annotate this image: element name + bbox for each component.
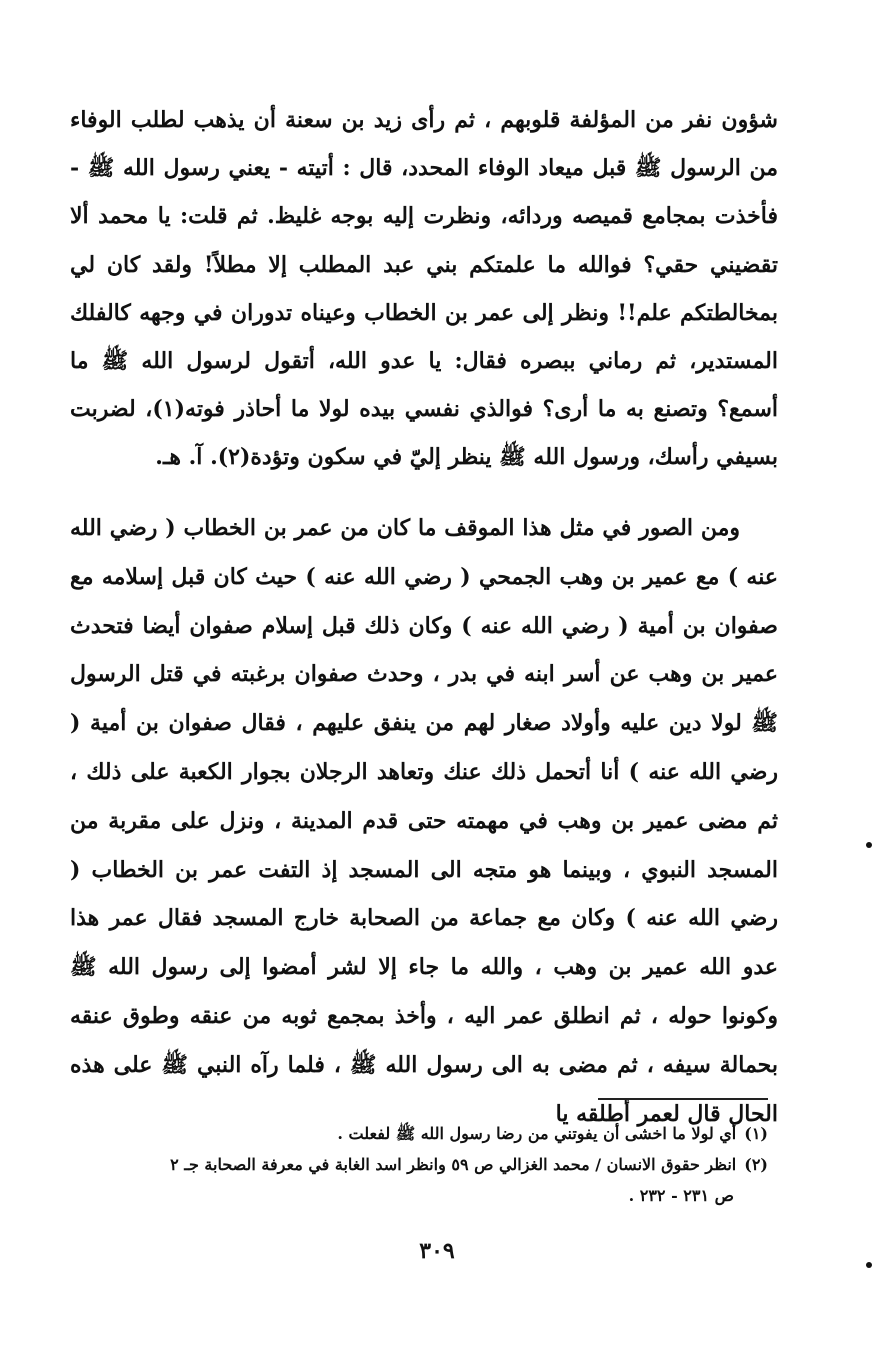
paragraph-2-text: ومن الصور في مثل هذا الموقف ما كان من عمر بن الخطاب ( رضي الله عنه ) مع عمير بن وهب الجمحي ( رضي الله عنه ) حيث كان قبل إسلامه مع صفوان بن أمية ( رضي الله عنه ) وكان ذلك قبل إسلام صفوان أيضا فتحدث عمير بن وهب عن أسر ابنه في بدر ، وحدث صفوان برغبته في قتل الرسول ﷺ لولا دين عليه وأولاد صغار لهم من ينفق عليهم ، فقال صفوان بن أمية ( رضي الله عنه ) أنا أتحمل ذلك عنك وتعاهد الرجلان بجوار الكعبة على ذلك ، ثم مضى عمير بن وهب في مهمته حتى قدم المدينة ، ونزل على مقربة من المسجد النبوي ، وبينما هو متجه الى المسجد إذ التفت عمر بن الخطاب ( رضي الله عنه ) وكان مع جماعة من الصحابة خارج المسجد فقال عمر هذا عدو الله عمير بن وهب ، والله ما جاء إلا لشر أمضوا إلى رسول الله ﷺ وكونوا حوله ، ثم انطلق عمر اليه ، وأخذ بمجمع ثوبه من عنقه وطوق عنقه بحمالة سيفه ، ثم مضى به الى رسول الله ﷺ ، فلما رآه النبي ﷺ على هذه الحال قال لعمر أطلقه يا: [70, 515, 778, 1127]
page-number: ٣٠٩: [419, 1238, 455, 1264]
footnote-2: [72, 1149, 768, 1180]
footnote-1: [72, 1118, 768, 1149]
paragraph-1: [70, 96, 778, 490]
footnote-2-number: (٢): [744, 1155, 768, 1174]
footnotes: [72, 1118, 768, 1211]
footnote-2-text: انظر حقوق الانسان / محمد الغزالي ص ٥٩ وانظر اسد الغابة في معرفة الصحابة جـ ٢: [170, 1155, 737, 1174]
scan-speck: [866, 842, 872, 848]
paragraph-1-text: شؤون نفر من المؤلفة قلوبهم ، ثم رأى زيد بن سعنة أن يذهب لطلب الوفاء من الرسول ﷺ قبل ميعاد الوفاء المحدد، قال : أتيته - يعني رسول الله ﷺ - فأخذت بمجامع قميصه وردائه، ونظرت إليه بوجه غليظ. ثم قلت: يا محمد ألا تقضيني حقي؟ فوالله ما علمتكم بني عبد المطلب إلا مطلاً! ولقد كان لي بمخالطتكم علم!! ونظر إلى عمر بن الخطاب وعيناه تدوران في وجهه كالفلك المستدير، ثم رماني ببصره فقال: يا عدو الله، أتقول لرسول الله ﷺ ما أسمع؟ وتصنع به ما أرى؟ فوالذي نفسي بيده لولا ما أحاذر فوته(١)، لضربت بسيفي رأسك، ورسول الله ﷺ ينظر إليّ في سكون وتؤدة(٢). آ. هـ.: [70, 107, 778, 471]
footnote-1-number: (١): [744, 1124, 768, 1143]
paragraph-2: [70, 504, 778, 1138]
footnote-divider: [598, 1098, 768, 1100]
footnote-1-text: أي لولا ما اخشى أن يفوتني من رضا رسول الله ﷺ لفعلت .: [337, 1124, 737, 1143]
footnote-2-continuation: [72, 1180, 768, 1211]
footnote-2-continuation-text: ص ٢٣١ - ٢٣٢ .: [628, 1186, 734, 1205]
scan-speck: [866, 1262, 872, 1268]
